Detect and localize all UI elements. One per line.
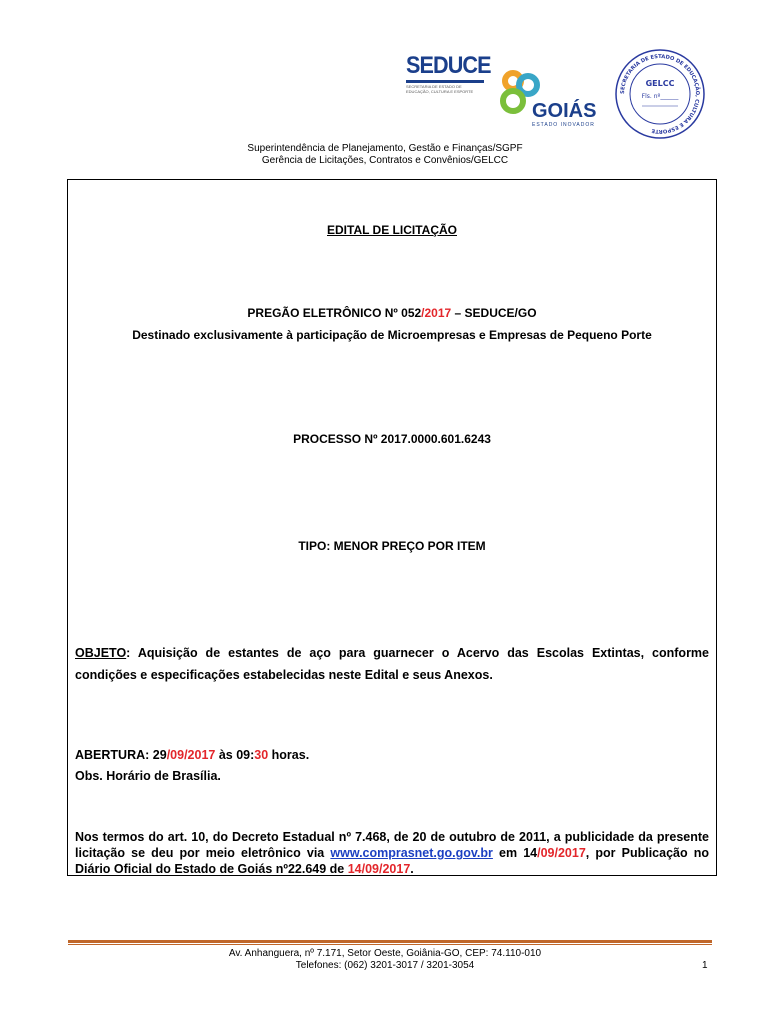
goias-logo-subtitle: ESTADO INOVADOR	[532, 122, 595, 128]
comprasnet-link[interactable]: www.comprasnet.go.gov.br	[330, 846, 493, 860]
termos-text-3: , por Publicação no Diário Oficial do Estado de Goiás nº22.649 de	[75, 846, 709, 876]
abertura-suffix: horas.	[268, 748, 310, 762]
seduce-logo-subtitle: SECRETARIA DE ESTADO DE EDUCAÇÃO, CULTURA E ESPORTE	[406, 84, 474, 94]
seduce-logo	[406, 52, 491, 94]
footer-address: Av. Anhanguera, nº 7.171, Setor Oeste, Goiânia-GO, CEP: 74.110-010	[228, 948, 542, 959]
footer-rule	[68, 940, 712, 943]
termos-text-1: Nos termos do art. 10, do Decreto Estadual nº 7.468, de 20 de outubro de 2011, a publicidade da presente licitação se deu por meio eletrônico via	[75, 830, 709, 860]
footer-phones: Telefones: (062) 3201-3017 / 3201-3054	[295, 960, 475, 971]
header-gerencia: Gerência de Licitações, Contratos e Convênios/GELCC	[261, 155, 509, 166]
pregao-line	[67, 306, 717, 320]
termos-text-4: .	[410, 862, 414, 876]
footer-rule-thin	[68, 944, 712, 945]
processo-line: PROCESSO Nº 2017.0000.601.6243	[293, 432, 491, 446]
pregao-prefix: PREGÃO ELETRÔNICO Nº 052	[247, 306, 422, 320]
seduce-logo-bar	[406, 80, 484, 83]
objeto-paragraph	[75, 642, 709, 686]
tipo-line: TIPO: MENOR PREÇO POR ITEM	[298, 539, 486, 553]
abertura-prefix: ABERTURA: 29	[75, 748, 167, 762]
pregao-year: /2017	[421, 306, 452, 320]
stamp-fls: Fls. nº______	[641, 93, 679, 100]
termos-text-2: em 14	[492, 846, 538, 860]
goias-logo-word: GOIÁS	[532, 100, 597, 122]
abertura-line	[75, 747, 709, 763]
objeto-text: : Aquisição de estantes de aço para guarnecer o Acervo das Escolas Extintas, conforme condições e especificações estabelecidas neste Edital e seus Anexos.	[75, 646, 709, 682]
obs-line: Obs. Horário de Brasília.	[75, 769, 221, 783]
destinado-line: Destinado exclusivamente à participação de Microempresas e Empresas de Pequeno Porte	[132, 328, 652, 342]
page-number: 1	[702, 960, 708, 971]
termos-date-2: 14/09/2017	[347, 862, 411, 876]
goias-logo-ring-green	[500, 88, 526, 114]
header-superintendencia: Superintendência de Planejamento, Gestão e Finanças/SGPF	[247, 143, 523, 154]
edital-title: EDITAL DE LICITAÇÃO	[327, 223, 457, 237]
abertura-date: /09/2017	[166, 748, 216, 762]
seduce-logo-word: SEDUCE	[406, 52, 491, 79]
termos-paragraph	[75, 829, 709, 877]
abertura-minutes: 30	[254, 748, 269, 762]
abertura-mid: às 09:	[215, 748, 255, 762]
termos-date-1: /09/2017	[537, 846, 586, 860]
gelcc-stamp	[614, 48, 706, 140]
pregao-suffix: – SEDUCE/GO	[451, 306, 537, 320]
goias-logo	[498, 70, 598, 130]
stamp-ring-text: SECRETARIA DE ESTADO DE EDUCAÇÃO, CULTURA E ESPORTE	[619, 53, 701, 135]
objeto-label: OBJETO	[75, 646, 127, 660]
stamp-title: GELCC	[645, 79, 675, 88]
